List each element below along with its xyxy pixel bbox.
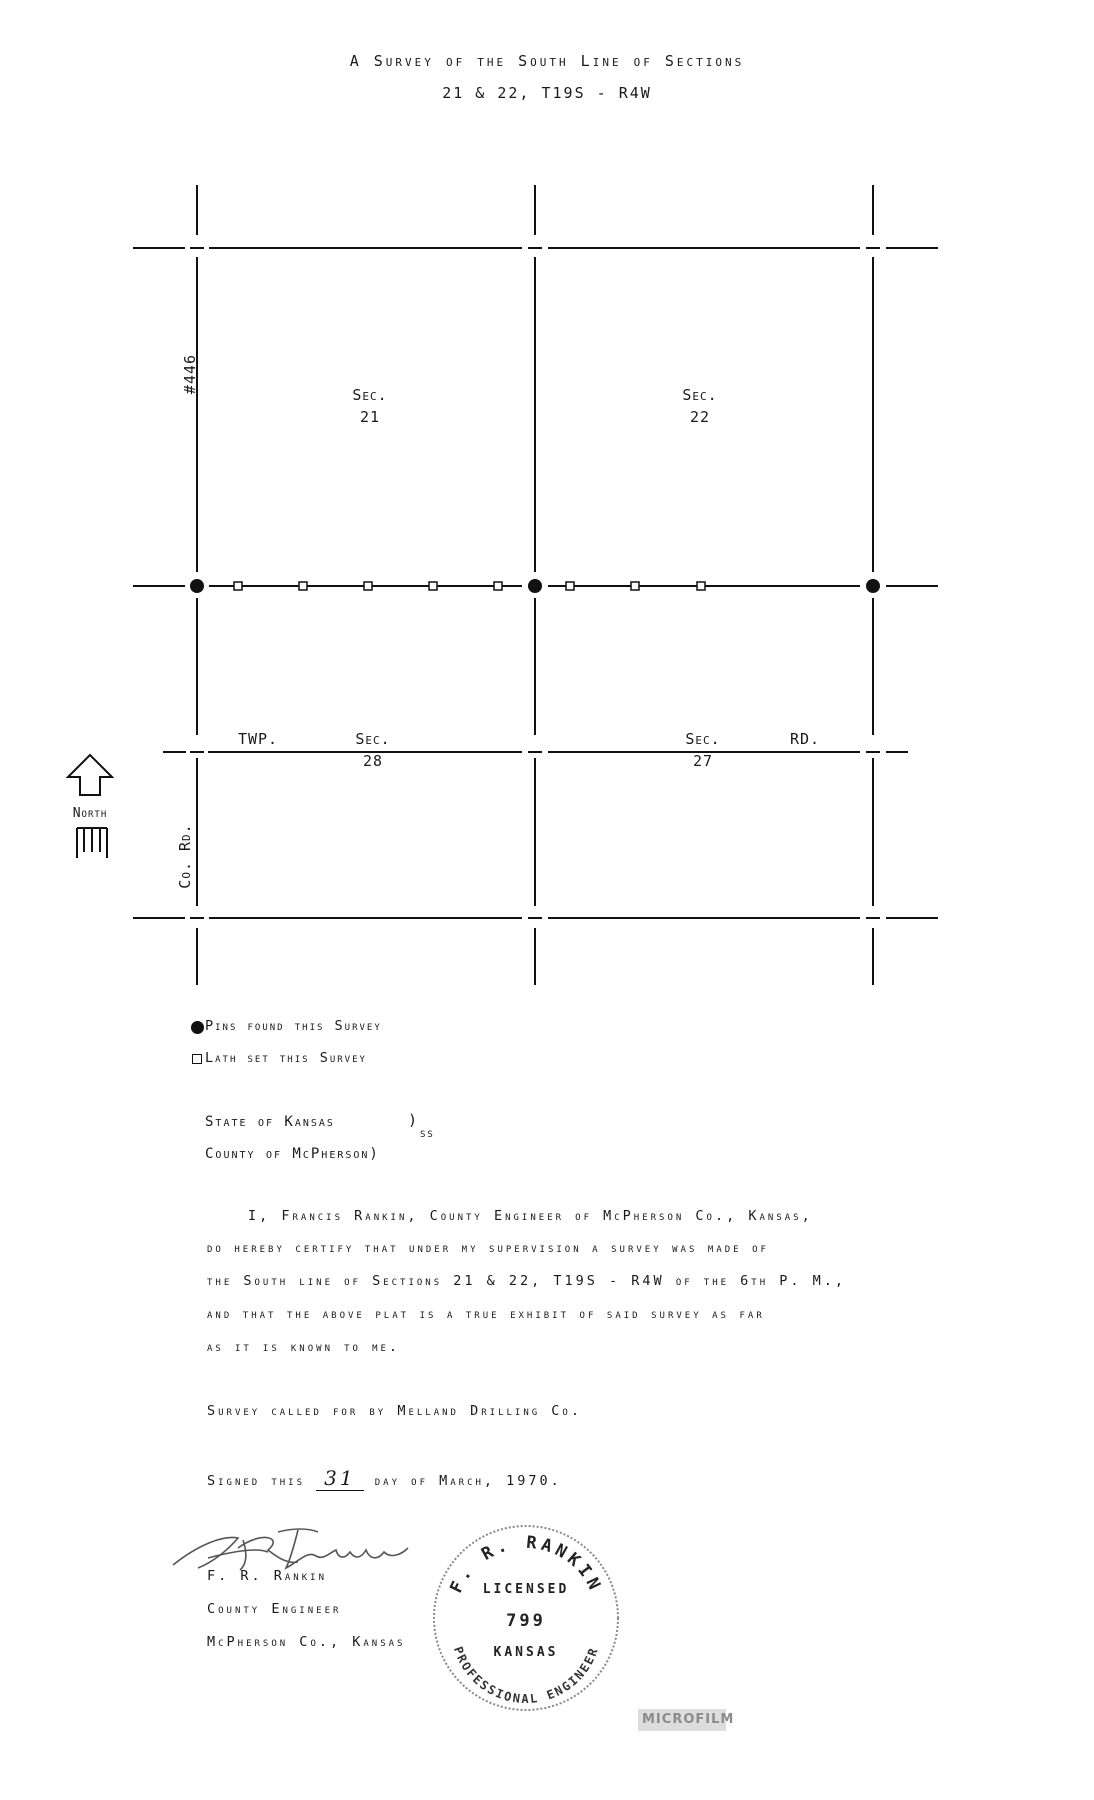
document-title: A Survey of the South Line of Sections [349,52,745,70]
signer-name: F. R. Rankin [207,1568,327,1584]
signed-prefix: Signed this [207,1473,306,1489]
north-label: North [72,806,108,821]
sec27-label: Sec. [673,730,733,748]
lath-marker [429,582,437,590]
venue-state: State of Kansas [205,1114,335,1130]
lath-marker [697,582,705,590]
microfilm-stamp [638,1709,735,1731]
certificate-line-2: do hereby certify that under my supervision a survey was made of [207,1240,769,1255]
sec27-number: 27 [692,752,714,770]
lath-marker [494,582,502,590]
road-number-label: #446 [181,353,199,395]
sec21-label: Sec. [352,386,388,404]
lath-marker [299,582,307,590]
svg-text:F. R. RANKIN: F. R. RANKIN [446,1532,606,1597]
microfilm-text: MICROFILM [642,1712,735,1727]
sec28-label: Sec. [343,730,403,748]
sec28-number: 28 [362,752,384,770]
signer-org: McPherson Co., Kansas [207,1634,406,1650]
rd-label: RD. [780,730,830,748]
pin-found-east [866,579,880,593]
certificate-line-4: and that the above plat is a true exhibit of said survey as far [207,1306,765,1321]
pin-found-west [190,579,204,593]
twp-label: TWP. [228,730,288,748]
signed-day: 31 [316,1466,363,1491]
legend-pins-text: Pins found this Survey [205,1018,382,1034]
lath-marker [364,582,372,590]
legend-lath-icon [192,1054,202,1064]
sec21-number: 21 [359,408,381,426]
svg-text:799: 799 [506,1611,546,1631]
pin-found-middle [528,579,542,593]
certificate-line-5: as it is known to me. [207,1339,401,1355]
lath-marker [566,582,574,590]
engineer-seal [426,1518,626,1718]
lath-marker [234,582,242,590]
venue-ss: ss [420,1126,435,1141]
svg-text:KANSAS: KANSAS [493,1645,559,1660]
legend-pin-icon [191,1021,204,1034]
certificate-line-1: I, Francis Rankin, County Engineer of McPherson Co., Kansas, [248,1208,813,1224]
signed-suffix: day of March, 1970. [374,1473,562,1489]
certificate-line-3: the South line of Sections 21 & 22, T19S - R4W of the 6th P. M., [207,1273,847,1289]
sec22-number: 22 [689,408,711,426]
svg-text:PROFESSIONAL ENGINEER: PROFESSIONAL ENGINEER [450,1644,602,1706]
venue-county: County of McPherson) [205,1146,380,1162]
sec22-label: Sec. [682,386,718,404]
signed-line [207,1466,562,1491]
legend-lath-text: Lath set this Survey [205,1050,367,1066]
called-for-text: Survey called for by Melland Drilling Co. [207,1403,582,1419]
lath-marker [631,582,639,590]
document-subtitle: 21 & 22, T19S - R4W [442,84,652,102]
signer-title: County Engineer [207,1601,342,1617]
venue-paren: ) [408,1111,420,1129]
co-rd-label: Co. Rd. [176,816,194,896]
svg-text:LICENSED: LICENSED [482,1582,570,1597]
